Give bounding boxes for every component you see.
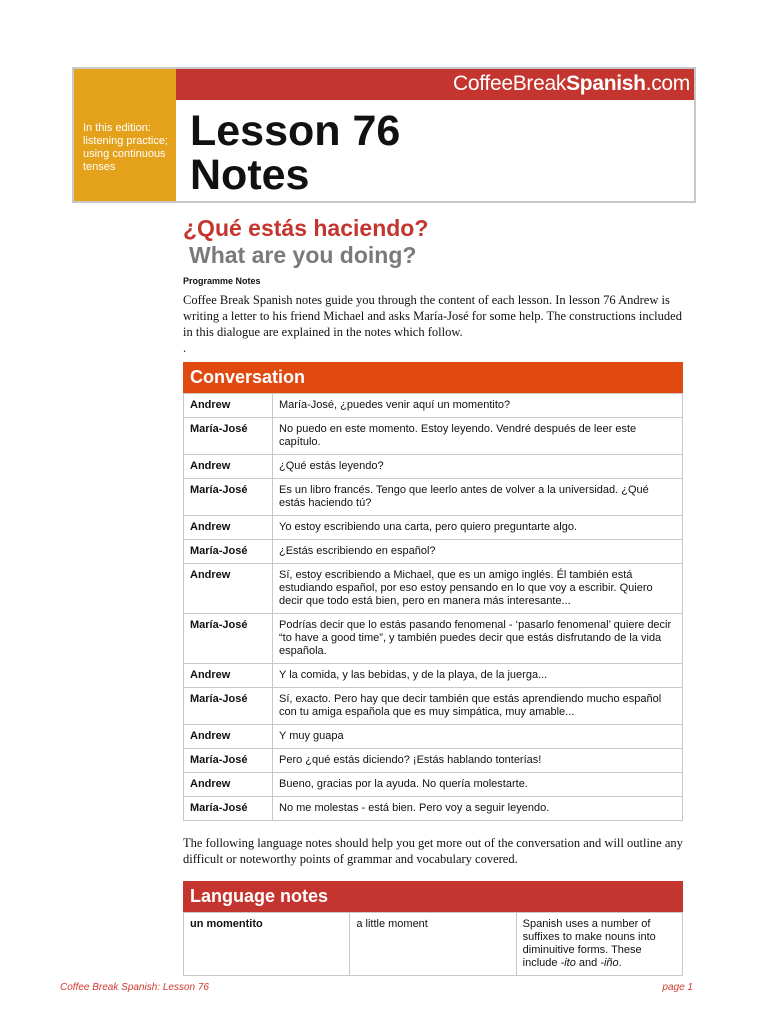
english-heading: What are you doing? (189, 242, 417, 268)
table-row (184, 455, 683, 479)
table-row (184, 564, 683, 614)
speaker: Andrew (184, 516, 273, 540)
conversation-section (183, 362, 683, 821)
language-notes-intro: The following language notes should help you get more out of the conversation and will outline any difficult or noteworthy points of grammar and vocabulary covered. (183, 836, 683, 866)
line: María-José, ¿puedes venir aquí un momentito? (273, 394, 683, 418)
header-box (72, 67, 696, 203)
programme-notes-label: Programme Notes (183, 276, 261, 286)
line: Y la comida, y las bebidas, y de la playa, de la juerga... (273, 664, 683, 688)
note (516, 913, 682, 976)
speaker: María-José (184, 749, 273, 773)
note-and: and (575, 957, 601, 969)
suffix: -iño (600, 957, 619, 969)
brand-banner (176, 69, 694, 100)
table-row (184, 725, 683, 749)
line: Pero ¿qué estás diciendo? ¡Estás hablando tonterías! (273, 749, 683, 773)
note-end: . (618, 957, 622, 969)
line: ¿Estás escribiendo en español? (273, 540, 683, 564)
speaker: María-José (184, 614, 273, 664)
table-row (184, 394, 683, 418)
line: Yo estoy escribiendo una carta, pero quiero preguntarte algo. (273, 516, 683, 540)
footer-lesson: Coffee Break Spanish: Lesson 76 (60, 982, 209, 993)
language-notes-table (183, 912, 683, 976)
conversation-title: Conversation (183, 362, 683, 393)
line: Es un libro francés. Tengo que leerlo antes de volver a la universidad. ¿Qué estás haciendo tú? (273, 479, 683, 516)
table-row (184, 540, 683, 564)
note-text: Spanish uses a number of suffixes to make nouns into diminuitive forms. These include (522, 918, 656, 969)
line: ¿Qué estás leyendo? (273, 455, 683, 479)
line: No me molestas - está bien. Pero voy a seguir leyendo. (273, 797, 683, 821)
speaker: Andrew (184, 725, 273, 749)
term: un momentito (184, 913, 350, 976)
edition-note: In this edition: listening practice; using continuous tenses (74, 69, 176, 201)
table-row (184, 749, 683, 773)
speaker: María-José (184, 540, 273, 564)
table-row (184, 664, 683, 688)
speaker: Andrew (184, 394, 273, 418)
table-row (184, 913, 683, 976)
line: Sí, estoy escribiendo a Michael, que es un amigo inglés. Él también está estudiando español, por eso estoy pensando en lo que voy a escribir. Quiero decir que todo está bien, pero en manera más interesante... (273, 564, 683, 614)
line: Sí, exacto. Pero hay que decir también que estás aprendiendo mucho español con tu amiga española que es muy simpática, muy amable... (273, 688, 683, 725)
conversation-table (183, 393, 683, 821)
table-row (184, 516, 683, 540)
speaker: María-José (184, 797, 273, 821)
table-row (184, 479, 683, 516)
meaning: a little moment (350, 913, 516, 976)
speaker: Andrew (184, 455, 273, 479)
speaker: María-José (184, 688, 273, 725)
language-notes-title: Language notes (183, 881, 683, 912)
language-notes-section (183, 881, 683, 976)
footer-page: page 1 (662, 982, 693, 993)
brand-bold: Spanish (566, 72, 646, 95)
stray-dot: . (183, 341, 187, 355)
table-row (184, 797, 683, 821)
speaker: María-José (184, 418, 273, 455)
table-row (184, 688, 683, 725)
table-row (184, 773, 683, 797)
suffix: -ito (560, 957, 576, 969)
speaker: Andrew (184, 664, 273, 688)
spanish-heading: ¿Qué estás haciendo? (183, 215, 429, 241)
line: Bueno, gracias por la ayuda. No quería molestarte. (273, 773, 683, 797)
intro-paragraph: Coffee Break Spanish notes guide you through the content of each lesson. In lesson 76 Andrew is writing a letter to his friend Michael and asks María-José for some help. The constructions included in this dialogue are explained in the notes which follow. (183, 293, 682, 339)
table-row (184, 614, 683, 664)
content-column (60, 215, 693, 1016)
speaker: María-José (184, 479, 273, 516)
brand-prefix: CoffeeBreak (453, 72, 567, 95)
speaker: Andrew (184, 564, 273, 614)
line: Podrías decir que lo estás pasando fenomenal - ‘pasarlo fenomenal’ quiere decir “to have a good time”, y también puedes decir que estás disfrutando de la vida española. (273, 614, 683, 664)
line: No puedo en este momento. Estoy leyendo. Vendré después de leer este capítulo. (273, 418, 683, 455)
brand-suffix: .com (645, 72, 690, 95)
speaker: Andrew (184, 773, 273, 797)
programme-notes-text (183, 292, 693, 356)
line: Y muy guapa (273, 725, 683, 749)
lesson-title: Lesson 76 Notes (190, 107, 401, 199)
table-row (184, 418, 683, 455)
